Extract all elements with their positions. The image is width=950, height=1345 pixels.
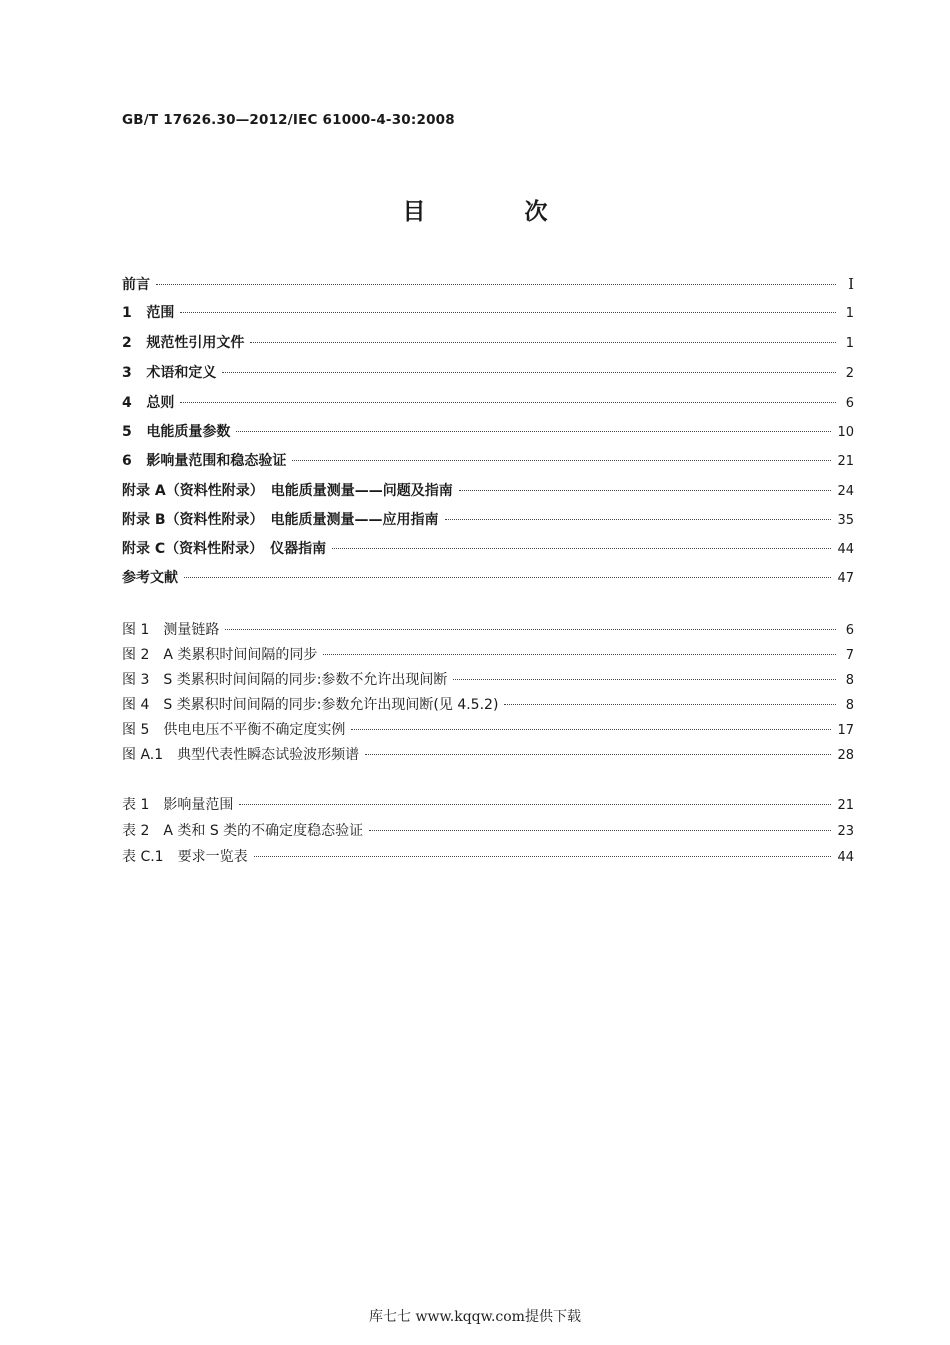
- toc-entry-label: 附录 B（资料性附录） 电能质量测量——应用指南: [122, 512, 439, 528]
- toc-entry-page: 7: [845, 648, 854, 663]
- toc-entry-page: 44: [837, 850, 854, 865]
- toc-entry-label: 表 2 A 类和 S 类的不确定度稳态验证: [122, 823, 364, 839]
- toc-entry-label: 表 C.1 要求一览表: [122, 849, 248, 865]
- toc-entry-figure[interactable]: [122, 744, 854, 766]
- dot-leader: [504, 704, 836, 705]
- dot-leader: [236, 431, 831, 432]
- toc-entry-label: 术语和定义: [146, 365, 217, 381]
- toc-entry-label: 电能质量参数: [146, 424, 231, 440]
- toc-entry-section-5[interactable]: [122, 421, 854, 443]
- toc-entry-page: 6: [845, 623, 854, 638]
- toc-entry-page: 21: [837, 798, 854, 813]
- toc-entry-number: 6: [122, 453, 132, 469]
- toc-entry-page: 24: [837, 484, 854, 499]
- toc-entry-section-6[interactable]: [122, 450, 854, 472]
- dot-leader: [351, 729, 831, 730]
- toc-entry-figure[interactable]: [122, 669, 854, 691]
- toc-entry-number: 4: [122, 395, 132, 411]
- toc-entry-page: 6: [845, 396, 854, 411]
- toc-entry-foreword[interactable]: [122, 273, 854, 295]
- toc-entry-label: 图 4 S 类累积时间间隔的同步:参数允许出现间断(见 4.5.2): [122, 697, 499, 713]
- toc-entry-label: 图 2 A 类累积时间间隔的同步: [122, 647, 318, 663]
- toc-entry-label: 规范性引用文件: [146, 335, 245, 351]
- dot-leader: [180, 312, 836, 313]
- toc-entry-label: 总则: [146, 395, 175, 411]
- toc-entry-number: 2: [122, 335, 132, 351]
- toc-entry-label: 影响量范围和稳态验证: [146, 453, 287, 469]
- page-title: 目 次: [402, 199, 586, 225]
- toc-entry-page: 35: [837, 513, 854, 528]
- toc-entry-figure[interactable]: [122, 644, 854, 666]
- dot-leader: [222, 372, 836, 373]
- toc-entry-label: 表 1 影响量范围: [122, 797, 234, 813]
- dot-leader: [292, 460, 831, 461]
- toc-entry-section-3[interactable]: [122, 362, 854, 384]
- dot-leader: [332, 548, 831, 549]
- toc-entry-page: I: [848, 275, 854, 293]
- dot-leader: [184, 577, 831, 578]
- dot-leader: [180, 402, 836, 403]
- toc-entry-annex-b[interactable]: [122, 509, 854, 531]
- toc-entry-label: 图 3 S 类累积时间间隔的同步:参数不允许出现间断: [122, 672, 448, 688]
- toc-entry-figure[interactable]: [122, 719, 854, 741]
- toc-sections: [122, 273, 854, 593]
- toc-entry-bibliography[interactable]: [122, 567, 854, 589]
- dot-leader: [156, 284, 836, 285]
- toc-entry-page: 8: [845, 673, 854, 688]
- toc-entry-section-2[interactable]: [122, 332, 854, 354]
- toc-entry-label: 范围: [146, 305, 175, 321]
- dot-leader: [365, 754, 831, 755]
- toc-entry-page: 23: [837, 824, 854, 839]
- toc-entry-page: 17: [837, 723, 854, 738]
- dot-leader: [254, 856, 832, 857]
- toc-entry-page: 8: [845, 698, 854, 713]
- toc-entry-number: 1: [122, 305, 132, 321]
- dot-leader: [239, 804, 831, 805]
- toc-entry-page: 1: [845, 306, 854, 321]
- toc-entry-label: 附录 C（资料性附录） 仪器指南: [122, 541, 327, 557]
- download-footer: 库七七 www.kqqw.com提供下载: [369, 1309, 581, 1325]
- toc-entry-page: 44: [837, 542, 854, 557]
- toc-entry-annex-c[interactable]: [122, 538, 854, 560]
- toc-entry-page: 1: [845, 336, 854, 351]
- dot-leader: [225, 629, 836, 630]
- dot-leader: [453, 679, 836, 680]
- toc-entry-section-1[interactable]: [122, 302, 854, 324]
- dot-leader: [323, 654, 836, 655]
- toc-entry-page: 10: [837, 425, 854, 440]
- toc-tables: [122, 794, 854, 866]
- toc-entry-page: 47: [837, 571, 854, 586]
- toc-entry-label: 图 A.1 典型代表性瞬态试验波形频谱: [122, 747, 360, 763]
- toc-figures: [122, 619, 854, 769]
- dot-leader: [445, 519, 832, 520]
- toc-entry-section-4[interactable]: [122, 392, 854, 414]
- toc-entry-page: 28: [837, 748, 854, 763]
- standard-code-header: GB/T 17626.30—2012/IEC 61000-4-30:2008: [122, 112, 455, 128]
- toc-entry-number: 5: [122, 424, 132, 440]
- toc-entry-number: 3: [122, 365, 132, 381]
- toc-entry-label: 图 1 测量链路: [122, 622, 220, 638]
- toc-entry-page: 2: [845, 366, 854, 381]
- toc-entry-label: 附录 A（资料性附录） 电能质量测量——问题及指南: [122, 483, 453, 499]
- toc-entry-page: 21: [837, 454, 854, 469]
- toc-entry-label: 图 5 供电电压不平衡不确定度实例: [122, 722, 346, 738]
- toc-entry-table[interactable]: [122, 820, 854, 842]
- toc-entry-label: 参考文献: [122, 570, 178, 586]
- toc-entry-figure[interactable]: [122, 694, 854, 716]
- toc-entry-label: 前言: [122, 277, 150, 293]
- dot-leader: [250, 342, 836, 343]
- toc-entry-table[interactable]: [122, 846, 854, 868]
- dot-leader: [369, 830, 831, 831]
- toc-entry-table[interactable]: [122, 794, 854, 816]
- toc-entry-figure[interactable]: [122, 619, 854, 641]
- dot-leader: [459, 490, 832, 491]
- toc-entry-annex-a[interactable]: [122, 480, 854, 502]
